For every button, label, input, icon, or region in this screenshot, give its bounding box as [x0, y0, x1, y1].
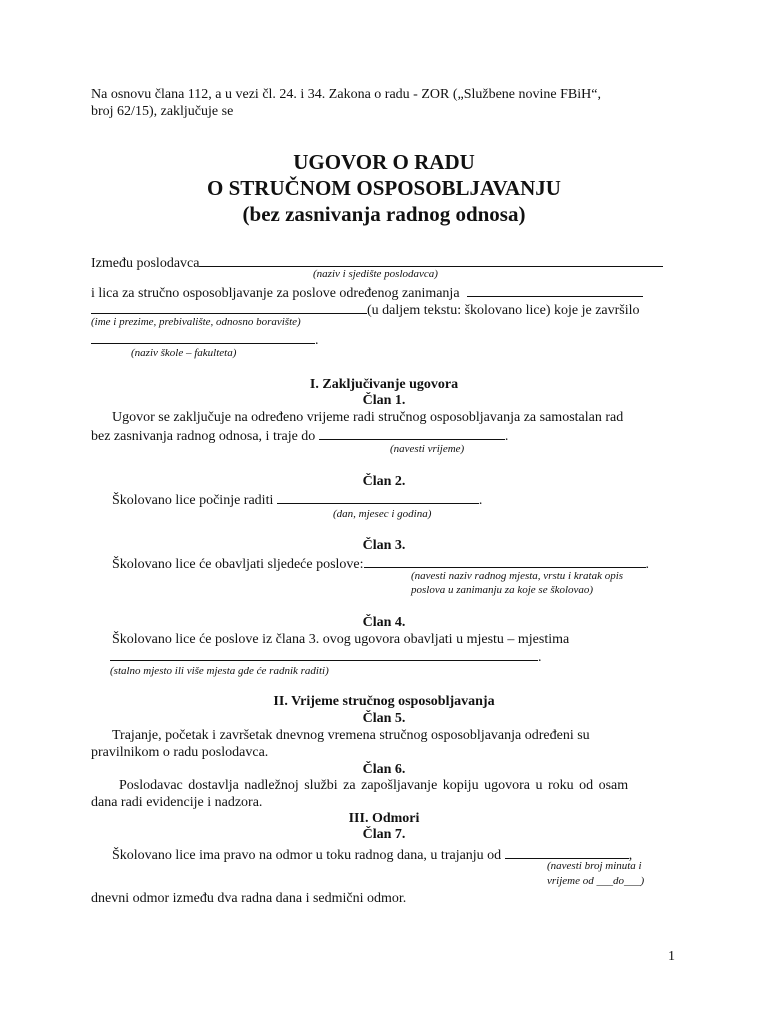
article-5-heading: Član 5.: [362, 711, 406, 726]
employer-blank: [199, 254, 663, 267]
page-number: 1: [668, 949, 675, 964]
article-4-heading: Član 4.: [362, 615, 406, 630]
article-7-blank: [505, 846, 629, 859]
article-2-heading: Član 2.: [362, 474, 406, 489]
article-1-line-1: Ugovor se zaključuje na određeno vrijeme radi stručnog osposobljavanja za samostalan rad: [112, 410, 624, 425]
article-4-line-2: [91, 648, 677, 666]
section-2-heading: II. Vrijeme stručnog osposobljavanja: [273, 694, 495, 709]
article-2-blank: [277, 491, 479, 504]
trainee-text: i lica za stručno osposobljavanje za poslove određenog zanimanja: [91, 286, 460, 301]
article-3-note-1: (navesti naziv radnog mjesta, vrstu i kratak opis: [411, 570, 624, 582]
article-7-line-2: dnevni odmor između dva radna dana i sedmični odmor.: [91, 891, 407, 906]
article-4-note: (stalno mjesto ili više mjesta gde će radnik raditi): [110, 665, 329, 677]
title-line-2: O STRUČNOM OSPOSOBLJAVANJU: [207, 176, 561, 200]
trainee-blank: [467, 284, 643, 297]
article-7-note-2: vrijeme od ___do___): [547, 875, 645, 887]
employer-label: Između poslodavca: [91, 256, 200, 271]
intro-line-1: Na osnovu člana 112, a u vezi čl. 24. i 34. Zakona o radu - ZOR („Službene novine FBiH“,: [91, 87, 601, 102]
section-3-heading: III. Odmori: [348, 811, 420, 826]
article-7-text: Školovano lice ima pravo na odmor u toku radnog dana, u trajanju od: [112, 848, 502, 863]
article-2-line-1: [91, 491, 677, 509]
article-1-line-2: [91, 427, 677, 445]
trainee-note: (ime i prezime, prebivalište, odnosno boravište): [91, 316, 301, 328]
article-1-note: (navesti vrijeme): [390, 443, 465, 455]
article-3-heading: Član 3.: [362, 538, 406, 553]
article-3-blank: [364, 555, 646, 568]
article-3-text: Školovano lice će obavljati sljedeće poslove:: [112, 557, 364, 572]
article-1-end: .: [504, 429, 509, 444]
article-2-note: (dan, mjesec i godina): [333, 508, 432, 520]
article-6-heading: Član 6.: [362, 762, 406, 777]
trainee-suffix: (u daljem tekstu: školovano lice) koje je završilo: [367, 303, 640, 318]
intro-line-2: broj 62/15), zaključuje se: [91, 104, 234, 119]
article-4-blank: [110, 648, 538, 661]
article-7-end: ,: [628, 848, 633, 863]
article-7-heading: Član 7.: [362, 827, 406, 842]
trainee-line: [91, 284, 677, 302]
article-4-end: .: [538, 650, 542, 665]
school-end: .: [315, 333, 319, 348]
section-1-heading: I. Zaključivanje ugovora: [309, 377, 459, 392]
trainee-name-blank: [91, 301, 367, 314]
school-blank: [91, 331, 315, 344]
employer-note: (naziv i sjedište poslodavca): [313, 268, 438, 280]
school-note: (naziv škole – fakulteta): [131, 347, 237, 359]
title-line-3: (bez zasnivanja radnog odnosa): [242, 202, 526, 226]
article-5-line-1: Trajanje, početak i završetak dnevnog vremena stručnog osposobljavanja određeni su: [112, 728, 590, 743]
article-6-line-2: dana radi evidencije i nadzora.: [91, 795, 263, 810]
article-1-text: bez zasnivanja radnog odnosa, i traje do: [91, 429, 316, 444]
article-1-blank: [319, 427, 505, 440]
article-3-end: .: [645, 557, 650, 572]
article-2-text: Školovano lice počinje raditi: [112, 493, 274, 508]
article-4-line-1: Školovano lice će poslove iz člana 3. ovog ugovora obavljati u mjestu – mjestima: [112, 632, 570, 647]
article-7-note-1: (navesti broj minuta i: [547, 860, 642, 872]
article-5-line-2: pravilnikom o radu poslodavca.: [91, 745, 269, 760]
title-line-1: UGOVOR O RADU: [293, 150, 475, 174]
article-2-end: .: [478, 493, 483, 508]
article-6-line-1: Poslodavac dostavlja nadležnoj službi za zapošljavanje kopiju ugovora u roku od osam: [119, 778, 629, 793]
article-3-note-2: poslova u zanimanju za koje se školovao): [411, 584, 594, 596]
article-1-heading: Član 1.: [362, 393, 406, 408]
